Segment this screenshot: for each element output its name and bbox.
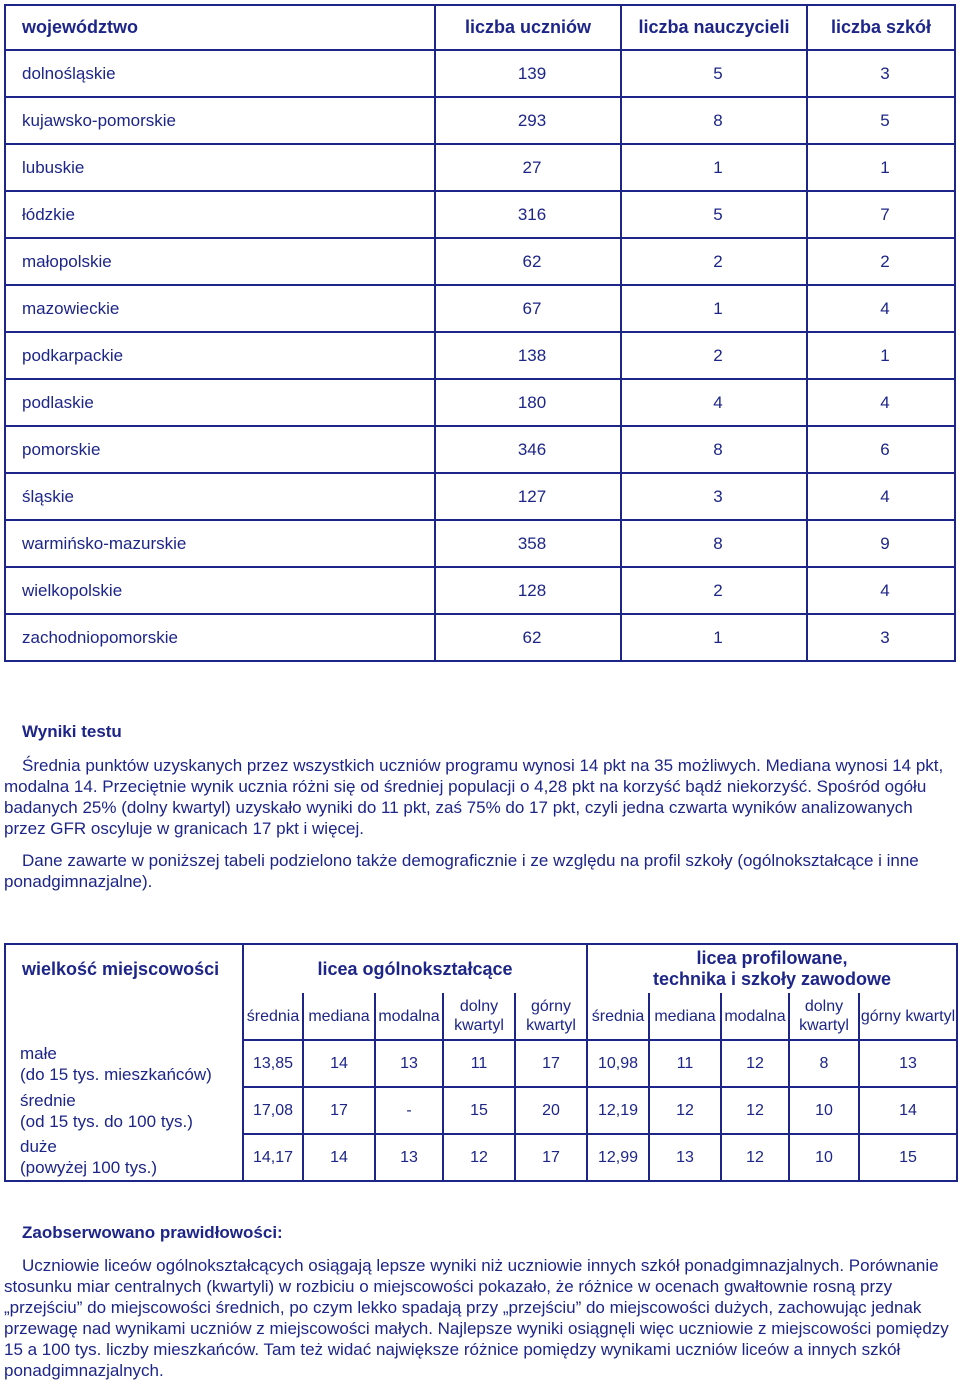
cell-value: 17,08 <box>243 1087 303 1134</box>
cell-students: 346 <box>435 426 621 473</box>
table-subheader-row <box>5 993 957 1040</box>
cell-students: 62 <box>435 614 621 661</box>
column-header-voivodeship: województwo <box>5 5 435 50</box>
cell-teachers: 8 <box>621 426 807 473</box>
row-label-range: (do 15 tys. mieszkańców) <box>20 1064 212 1084</box>
row-label-name: duże <box>20 1137 57 1156</box>
group-header-vocational-line2: technika i szkoły zawodowe <box>652 969 892 989</box>
results-by-town-size-table <box>4 943 958 1182</box>
group-header-vocational-line1: licea profilowane, <box>696 948 848 968</box>
subheader-median: mediana <box>649 993 721 1040</box>
table-row <box>5 191 955 238</box>
cell-voivodeship: dolnośląskie <box>5 50 435 97</box>
cell-value: 8 <box>789 1040 859 1087</box>
table-header-row <box>5 5 955 50</box>
cell-voivodeship: zachodniopomorskie <box>5 614 435 661</box>
cell-voivodeship: podkarpackie <box>5 332 435 379</box>
cell-schools: 1 <box>807 144 955 191</box>
table-row <box>5 97 955 144</box>
cell-schools: 9 <box>807 520 955 567</box>
cell-value: 12 <box>721 1087 789 1134</box>
cell-students: 138 <box>435 332 621 379</box>
cell-students: 316 <box>435 191 621 238</box>
cell-students: 128 <box>435 567 621 614</box>
cell-teachers: 2 <box>621 238 807 285</box>
cell-value: 12 <box>721 1040 789 1087</box>
cell-teachers: 4 <box>621 379 807 426</box>
column-header-teachers: liczba nauczycieli <box>621 5 807 50</box>
cell-schools: 3 <box>807 614 955 661</box>
cell-schools: 4 <box>807 567 955 614</box>
table-row <box>5 1087 957 1134</box>
cell-value: 10,98 <box>587 1040 649 1087</box>
cell-schools: 4 <box>807 379 955 426</box>
subheader-mode: modalna <box>721 993 789 1040</box>
column-header-schools: liczba szkół <box>807 5 955 50</box>
row-label-name: średnie <box>20 1090 76 1110</box>
subheader-upper-quartile: górny kwartyl <box>859 993 957 1040</box>
cell-voivodeship: kujawsko-pomorskie <box>5 97 435 144</box>
cell-teachers: 3 <box>621 473 807 520</box>
table-row <box>5 238 955 285</box>
cell-value: 17 <box>303 1087 375 1134</box>
table-row <box>5 332 955 379</box>
table-row <box>5 567 955 614</box>
cell-schools: 6 <box>807 426 955 473</box>
cell-value: 14 <box>303 1040 375 1087</box>
cell-schools: 3 <box>807 50 955 97</box>
cell-value: 17 <box>515 1134 587 1181</box>
table-row <box>5 379 955 426</box>
row-label <box>5 1134 243 1181</box>
table-row <box>5 614 955 661</box>
cell-students: 127 <box>435 473 621 520</box>
schools-by-voivodeship-table <box>4 4 956 662</box>
cell-teachers: 5 <box>621 191 807 238</box>
cell-teachers: 1 <box>621 144 807 191</box>
cell-voivodeship: warmińsko-mazurskie <box>5 520 435 567</box>
cell-value: 14,17 <box>243 1134 303 1181</box>
group-header-vocational <box>587 944 957 993</box>
observations-paragraph: Uczniowie liceów ogólnokształcących osiągają lepsze wyniki niż uczniowie innych szkół ponadgimnazjalnych. Porównanie stosunku miar centralnych (kwartyli) w rozbiciu o miejscowości pokazało, że różnice w ocenach gwałtownie rosną przy „przejściu” do miejscowości średnich, po czym lekko spadają przy „przejściu” do miejscowości dużych, zachowując jednak przewagę nad wynikami uczniów z miejscowości małych. Najlepsze wyniki osiągnęli więc uczniowie z miejscowości pomiędzy 15 a 100 tys. liczby mieszkańców. Tam też widać największe różnice pomiędzy wynikami uczniów liceów a innych szkół ponadgimnazjalnych. <box>4 1256 949 1380</box>
table-group-header-row <box>5 944 957 993</box>
cell-voivodeship: małopolskie <box>5 238 435 285</box>
cell-voivodeship: podlaskie <box>5 379 435 426</box>
cell-value: 12,99 <box>587 1134 649 1181</box>
table-row <box>5 520 955 567</box>
subheader-mean: średnia <box>587 993 649 1040</box>
cell-value: 11 <box>443 1040 515 1087</box>
subheader-median: mediana <box>303 993 375 1040</box>
cell-value: 10 <box>789 1087 859 1134</box>
table-row <box>5 473 955 520</box>
observations-heading: Zaobserwowano prawidłowości: <box>22 1223 283 1242</box>
cell-value: 13 <box>375 1134 443 1181</box>
row-label-range: (od 15 tys. do 100 tys.) <box>20 1111 193 1131</box>
cell-value: 11 <box>649 1040 721 1087</box>
cell-value: 20 <box>515 1087 587 1134</box>
cell-value: 12 <box>721 1134 789 1181</box>
subheader-lower-quartile: dolny kwartyl <box>443 993 515 1040</box>
cell-voivodeship: śląskie <box>5 473 435 520</box>
subheader-upper-quartile: górny kwartyl <box>515 993 587 1040</box>
cell-value: 13 <box>375 1040 443 1087</box>
cell-teachers: 2 <box>621 567 807 614</box>
table-row <box>5 285 955 332</box>
cell-value: 13 <box>859 1040 957 1087</box>
cell-teachers: 8 <box>621 97 807 144</box>
subheader-mode: modalna <box>375 993 443 1040</box>
cell-students: 27 <box>435 144 621 191</box>
table-row <box>5 1040 957 1087</box>
cell-value: 14 <box>859 1087 957 1134</box>
cell-value: - <box>375 1087 443 1134</box>
cell-value: 15 <box>859 1134 957 1181</box>
row-label-name: małe <box>20 1043 57 1063</box>
cell-value: 15 <box>443 1087 515 1134</box>
results-heading: Wyniki testu <box>22 722 122 741</box>
cell-teachers: 5 <box>621 50 807 97</box>
cell-students: 67 <box>435 285 621 332</box>
column-header-students: liczba uczniów <box>435 5 621 50</box>
cell-voivodeship: pomorskie <box>5 426 435 473</box>
cell-value: 13,85 <box>243 1040 303 1087</box>
subheader-spacer <box>5 993 243 1040</box>
cell-voivodeship: lubuskie <box>5 144 435 191</box>
cell-value: 12 <box>649 1087 721 1134</box>
cell-schools: 2 <box>807 238 955 285</box>
cell-teachers: 1 <box>621 614 807 661</box>
cell-schools: 1 <box>807 332 955 379</box>
cell-value: 10 <box>789 1134 859 1181</box>
cell-voivodeship: mazowieckie <box>5 285 435 332</box>
cell-schools: 4 <box>807 285 955 332</box>
cell-value: 12 <box>443 1134 515 1181</box>
cell-students: 62 <box>435 238 621 285</box>
cell-value: 14 <box>303 1134 375 1181</box>
cell-schools: 5 <box>807 97 955 144</box>
table-row <box>5 1134 957 1181</box>
cell-students: 358 <box>435 520 621 567</box>
subheader-lower-quartile: dolny kwartyl <box>789 993 859 1040</box>
cell-voivodeship: łódzkie <box>5 191 435 238</box>
row-label <box>5 1087 243 1134</box>
table-row <box>5 50 955 97</box>
cell-value: 12,19 <box>587 1087 649 1134</box>
cell-value: 17 <box>515 1040 587 1087</box>
cell-schools: 7 <box>807 191 955 238</box>
cell-teachers: 1 <box>621 285 807 332</box>
cell-students: 180 <box>435 379 621 426</box>
group-header-general-lyceums: licea ogólnokształcące <box>243 944 587 993</box>
cell-teachers: 8 <box>621 520 807 567</box>
table-intro-paragraph: Dane zawarte w poniższej tabeli podzielono także demograficznie i ze względu na profil szkoły (ogólnokształcące i inne ponadgimnazjalne). <box>4 851 919 891</box>
cell-value: 13 <box>649 1134 721 1181</box>
table-row <box>5 426 955 473</box>
subheader-mean: średnia <box>243 993 303 1040</box>
cell-voivodeship: wielkopolskie <box>5 567 435 614</box>
cell-students: 293 <box>435 97 621 144</box>
row-label-range: (powyżej 100 tys.) <box>20 1158 157 1177</box>
row-label <box>5 1040 243 1087</box>
table-row <box>5 144 955 191</box>
cell-teachers: 2 <box>621 332 807 379</box>
cell-students: 139 <box>435 50 621 97</box>
cell-schools: 4 <box>807 473 955 520</box>
column-header-town-size: wielkość miejscowości <box>5 944 243 993</box>
results-paragraph: Średnia punktów uzyskanych przez wszystkich uczniów programu wynosi 14 pkt na 35 możliwych. Mediana wynosi 14 pkt, modalna 14. Przeciętnie wynik ucznia różni się od średniej populacji o 4,28 pkt na korzyść bądź niekorzyść. Spośród ogółu badanych 25% (dolny kwartyl) uzyskało wyniki do 11 pkt, zaś 75% do 17 pkt, czyli jedna czwarta wyników analizowanych przez GFR oscyluje w granicach 17 pkt i więcej. <box>4 756 944 838</box>
